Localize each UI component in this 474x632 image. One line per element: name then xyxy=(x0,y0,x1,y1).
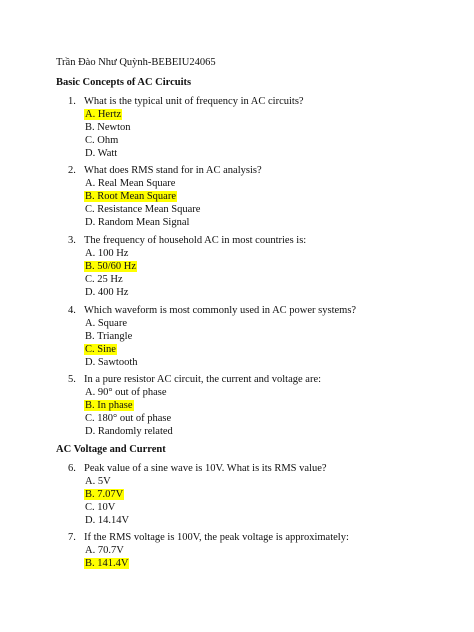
question-text: Which waveform is most commonly used in AC power systems? xyxy=(84,305,357,316)
option-a: A. 100 Hz xyxy=(85,248,129,259)
question-4 xyxy=(68,304,448,369)
option-b: B. 141.4V xyxy=(85,558,129,569)
question-number: 1. xyxy=(68,96,76,107)
question-text: If the RMS voltage is 100V, the peak voltage is approximately: xyxy=(84,532,349,543)
option-b: B. 50/60 Hz xyxy=(85,261,137,272)
option-d: D. Sawtooth xyxy=(85,357,138,368)
option-b: B. Newton xyxy=(85,122,131,133)
section-heading: AC Voltage and Current xyxy=(56,444,166,455)
question-number: 4. xyxy=(68,305,76,316)
option-a: A. Square xyxy=(85,318,127,329)
option-c: C. Ohm xyxy=(85,135,119,146)
question-number: 5. xyxy=(68,374,76,385)
question-5 xyxy=(68,373,448,438)
option-a: A. 5V xyxy=(85,476,111,487)
section-heading: Basic Concepts of AC Circuits xyxy=(56,77,192,88)
author-line: Trần Đào Như Quỳnh-BEBEIU24065 xyxy=(56,57,216,68)
question-number: 6. xyxy=(68,463,76,474)
option-a: A. 90° out of phase xyxy=(85,387,167,398)
option-c: C. 25 Hz xyxy=(85,274,123,285)
question-number: 7. xyxy=(68,532,76,543)
option-c: C. 10V xyxy=(85,502,116,513)
question-text: The frequency of household AC in most countries is: xyxy=(84,235,307,246)
option-a: A. Hertz xyxy=(85,109,122,120)
option-c: C. Sine xyxy=(85,344,116,355)
option-b: B. Root Mean Square xyxy=(85,191,176,202)
option-d: D. Randomly related xyxy=(85,426,173,437)
option-c: C. Resistance Mean Square xyxy=(85,204,201,215)
question-text: What does RMS stand for in AC analysis? xyxy=(84,165,262,176)
question-number: 3. xyxy=(68,235,76,246)
option-d: D. Random Mean Signal xyxy=(85,217,190,228)
option-b: B. In phase xyxy=(85,400,133,411)
option-b: B. 7.07V xyxy=(85,489,124,500)
option-b: B. Triangle xyxy=(85,331,133,342)
option-d: D. Watt xyxy=(85,148,118,159)
option-a: A. 70.7V xyxy=(85,545,124,556)
question-1 xyxy=(68,95,448,160)
question-text: What is the typical unit of frequency in AC circuits? xyxy=(84,96,304,107)
option-d: D. 14.14V xyxy=(85,515,130,526)
option-d: D. 400 Hz xyxy=(85,287,129,298)
question-7 xyxy=(68,531,448,570)
question-3 xyxy=(68,234,448,299)
question-2 xyxy=(68,164,448,229)
question-6 xyxy=(68,462,448,527)
question-text: Peak value of a sine wave is 10V. What is its RMS value? xyxy=(84,463,327,474)
question-number: 2. xyxy=(68,165,76,176)
question-text: In a pure resistor AC circuit, the current and voltage are: xyxy=(84,374,322,385)
option-a: A. Real Mean Square xyxy=(85,178,176,189)
option-c: C. 180° out of phase xyxy=(85,413,172,424)
